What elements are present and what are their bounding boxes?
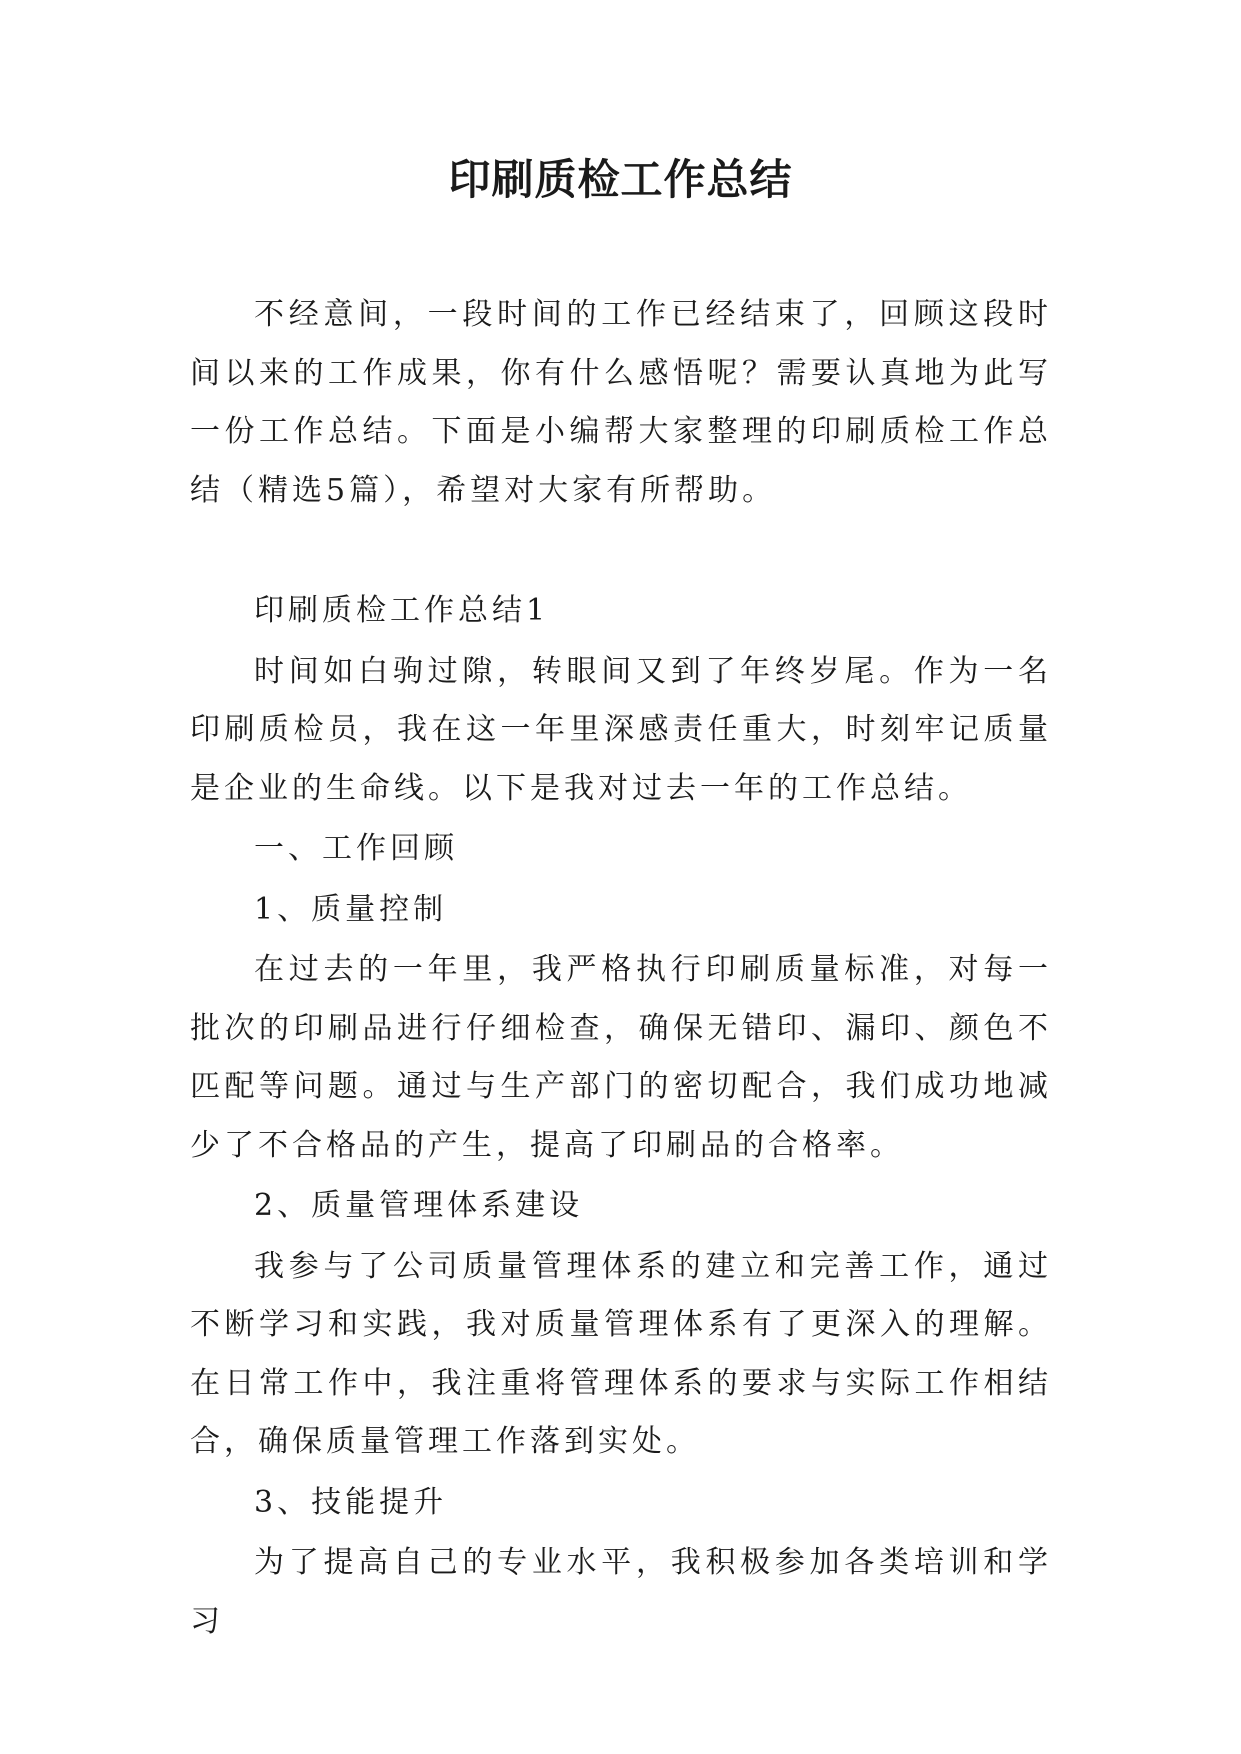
subheading-quality-control: 1、质量控制 [254, 891, 448, 927]
subheading-work-review: 一、工作回顾 [254, 831, 458, 866]
subheading-skill-improvement: 3、技能提升 [254, 1484, 448, 1520]
body-paragraph: 在过去的一年里，我严格执行印刷质量标准，对每一批次的印刷品进行仔细检查，确保无错印、漏印、颜色不匹配等问题。通过与生产部门的密切配合，我们成功地减少了不合格品的产生，提高了印刷品的合格率。 [190, 952, 1052, 1163]
subheading-quality-system: 2、质量管理体系建设 [254, 1188, 584, 1223]
document-body [190, 286, 1052, 1651]
body-paragraph: 时间如白驹过隙，转眼间又到了年终岁尾。作为一名印刷质检员，我在这一年里深感责任重大，时刻牢记质量是企业的生命线。以下是我对过去一年的工作总结。 [190, 653, 1052, 806]
document-title: 印刷质检工作总结 [448, 155, 793, 204]
body-paragraph: 为了提高自己的专业水平，我积极参加各类培训和学习 [190, 1545, 1052, 1639]
body-paragraph: 我参与了公司质量管理体系的建立和完善工作，通过不断学习和实践，我对质量管理体系有了更深入的理解。在日常工作中，我注重将管理体系的要求与实际工作相结合，确保质量管理工作落到实处。 [190, 1248, 1052, 1459]
section-heading: 印刷质检工作总结1 [254, 593, 550, 628]
intro-paragraph: 不经意间，一段时间的工作已经结束了，回顾这段时间以来的工作成果，你有什么感悟呢？需要认真地为此写一份工作总结。下面是小编帮大家整理的印刷质检工作总结（精选5篇），希望对大家有所帮助。 [190, 297, 1052, 508]
